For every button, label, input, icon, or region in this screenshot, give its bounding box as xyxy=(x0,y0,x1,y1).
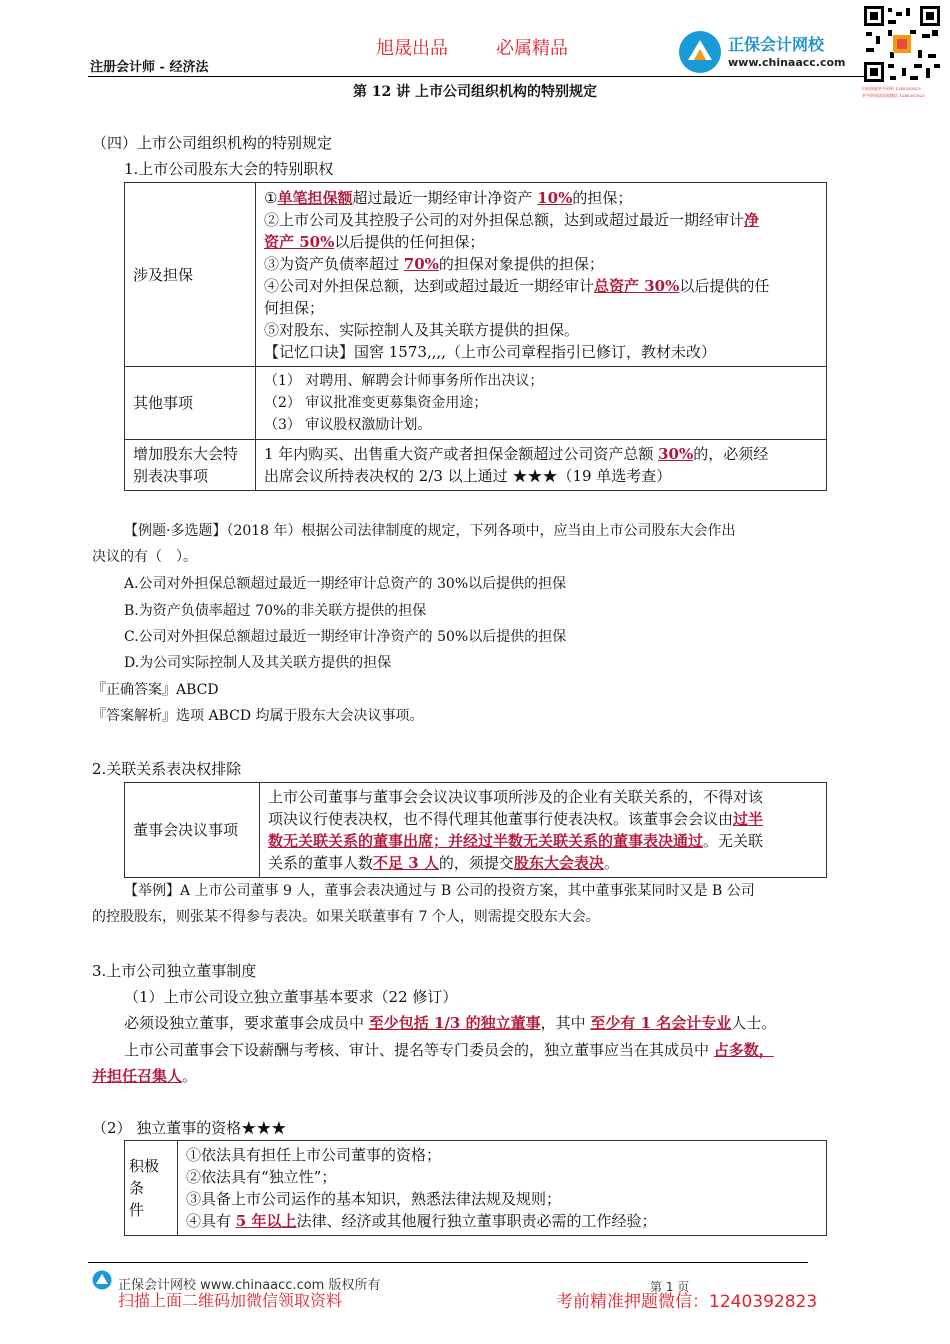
text-line xyxy=(186,1210,818,1232)
logo-url: www.chinaacc.com xyxy=(728,56,846,69)
section4-title: （四）上市公司组织机构的特别规定 xyxy=(92,134,333,152)
other-label: 其他事项 xyxy=(125,367,256,440)
text-line xyxy=(186,1188,818,1210)
text-segment: 1 年内购买、出售重大资产或者担保金额超过公司资产总额 xyxy=(264,445,659,463)
highlight-text: 总资产 30% xyxy=(594,276,680,295)
text-line xyxy=(264,187,818,209)
text-segment: 。 xyxy=(603,854,619,872)
highlight-text: 并担任召集人 xyxy=(92,1067,183,1085)
section2-title: 2.关联关系表决权排除 xyxy=(92,760,242,778)
text-segment: 以后提供的任何担保； xyxy=(334,232,485,251)
highlight-text: 单笔担保额 xyxy=(277,188,353,207)
text-segment: ①依法具有担任上市公司董事的资格； xyxy=(186,1146,442,1164)
section3-sub1: （1）上市公司设立独立董事基本要求（22 修订） xyxy=(124,988,458,1006)
footer-promo-left: 扫描上面二维码加微信领取资料 xyxy=(118,1291,343,1310)
correct-answer: 『正确答案』ABCD xyxy=(92,682,219,698)
qr-caption-2: 更多资料请添加微信 1240392823 xyxy=(862,93,925,98)
special-vote-label: 增加股东大会特 别表决事项 xyxy=(125,440,256,491)
text-segment: 上市公司董事与董事会会议决议事项所涉及的企业有关联关系的，不得对该 xyxy=(268,788,764,806)
highlight-text: 至少有 1 名会计专业 xyxy=(590,1014,732,1032)
qualification-table xyxy=(124,1140,827,1236)
text-segment: 人士。 xyxy=(731,1014,777,1032)
guarantee-label: 涉及担保 xyxy=(125,183,256,367)
guarantee-cell xyxy=(256,183,827,367)
text-line xyxy=(264,297,818,319)
text-line xyxy=(264,209,818,231)
brand-left: 旭晟出品 xyxy=(376,38,448,59)
text-segment: 法律、经济或其他履行独立董事职责必需的工作经验； xyxy=(296,1212,657,1230)
related-party-table xyxy=(124,782,827,878)
text-line xyxy=(268,808,818,830)
related-example-line2: 的控股股东，则张某不得参与表决。如果关联董事有 7 个人，则需提交股东大会。 xyxy=(92,909,600,925)
text-segment: 的，必须经 xyxy=(693,445,769,463)
text-line xyxy=(264,275,818,297)
independent-director-para2-line1 xyxy=(124,1039,774,1060)
other-item: （2） 审议批准变更募集资金用途； xyxy=(264,395,488,411)
footer-copyright: 正保会计网校 www.chinaacc.com 版权所有 xyxy=(118,1278,381,1293)
special-vote-cell xyxy=(256,440,827,491)
highlight-text: 股东大会表决 xyxy=(513,854,604,872)
option-d: D.为公司实际控制人及其关联方提供的担保 xyxy=(124,655,392,671)
text-segment: 的担保； xyxy=(572,188,633,207)
text-line xyxy=(186,1144,818,1166)
highlight-text: 数无关联关系的董事出席；并经过半数无关联关系的董事表决通过 xyxy=(268,832,704,850)
text-segment: 超过最近一期经审计净资产 xyxy=(352,188,538,207)
text-segment: ③具备上市公司运作的基本知识，熟悉法律法规及规则； xyxy=(186,1190,562,1208)
text-segment: 。无关联 xyxy=(703,832,764,850)
answer-analysis: 『答案解析』选项 ABCD 均属于股东大会决议事项。 xyxy=(92,708,424,724)
text-segment: 以后提供的任 xyxy=(679,276,770,295)
highlight-text: 不足 3 人 xyxy=(373,854,439,872)
text-segment: ②依法具有“独立性”； xyxy=(186,1168,337,1186)
text-line xyxy=(268,852,818,874)
board-resolution-label: 董事会决议事项 xyxy=(125,783,260,878)
text-segment: ，其中 xyxy=(540,1014,591,1032)
other-item: （1） 对聘用、解聘会计师事务所作出决议； xyxy=(264,373,544,389)
highlight-text: 资产 50% xyxy=(264,232,335,251)
text-segment: ④具有 xyxy=(186,1212,236,1230)
text-segment: 上市公司董事会下设薪酬与考核、审计、提名等专门委员会的，独立董事应当在其成员中 xyxy=(124,1041,714,1059)
site-logo xyxy=(678,30,848,78)
footer-logo-icon xyxy=(92,1270,112,1290)
text-segment: 。 xyxy=(182,1067,198,1085)
text-segment: 的担保对象提供的担保； xyxy=(438,254,604,273)
text-segment: ① xyxy=(264,188,278,207)
text-segment: 关系的董事人数 xyxy=(268,854,374,872)
footer-promo-right: 考前精准押题微信：1240392823 xyxy=(556,1292,818,1312)
text-segment: 【记忆口诀】国窖 1573,,,,（上市公司章程指引已修订，教材未改） xyxy=(264,342,717,361)
highlight-text: 70% xyxy=(403,254,439,273)
highlight-text: 过半 xyxy=(733,810,764,828)
text-segment: ⑤对股东、实际控制人及其关联方提供的担保。 xyxy=(264,320,580,339)
logo-icon xyxy=(678,30,722,74)
text-segment: ④公司对外担保总额，达到或超过最近一期经审计 xyxy=(264,276,595,295)
option-c: C.公司对外担保总额超过最近一期经审计净资产的 50%以后提供的担保 xyxy=(124,629,567,645)
independent-director-para1 xyxy=(124,1012,776,1033)
other-cell xyxy=(256,367,827,440)
option-a: A.公司对外担保总额超过最近一期经审计总资产的 30%以后提供的担保 xyxy=(124,576,567,592)
highlight-text: 10% xyxy=(537,188,573,207)
text-line xyxy=(268,786,818,808)
text-segment: 出席会议所持表决权的 2/3 以上通过 ★★★（19 单选考查） xyxy=(264,467,672,485)
highlight-text: 30% xyxy=(658,445,694,463)
text-line xyxy=(264,443,818,465)
option-b: B.为资产负债率超过 70%的非关联方提供的担保 xyxy=(124,603,427,619)
text-line xyxy=(264,465,818,487)
footer-rule xyxy=(88,1262,808,1263)
header-rule xyxy=(88,76,864,77)
highlight-text: 至少包括 1/3 的独立董事 xyxy=(368,1014,541,1032)
lecture-title: 第 12 讲 上市公司组织机构的特别规定 xyxy=(352,84,598,100)
text-segment: 的，须提交 xyxy=(438,854,514,872)
text-line xyxy=(264,319,818,341)
page-number: 第 1 页 xyxy=(650,1280,690,1294)
text-segment: 何担保； xyxy=(264,298,325,317)
qr-caption-1: 扫码获取更多资料 1240392823 xyxy=(862,86,921,91)
text-segment: ③为资产负债率超过 xyxy=(264,254,404,273)
brand-right: 必属精品 xyxy=(496,38,568,59)
text-segment: 必须设独立董事，要求董事会成员中 xyxy=(124,1014,369,1032)
logo-name: 正保会计网校 xyxy=(728,35,825,54)
positive-conditions-label: 积极条 件 xyxy=(125,1141,178,1236)
text-line xyxy=(268,830,818,852)
section4-sub1: 1.上市公司股东大会的特别职权 xyxy=(124,160,334,178)
text-line xyxy=(186,1166,818,1188)
other-item: （3） 审议股权激励计划。 xyxy=(264,417,432,433)
text-segment: 项决议行使表决权，也不得代理其他董事行使表决权。该董事会会议由 xyxy=(268,810,734,828)
text-line xyxy=(264,253,818,275)
section3-title: 3.上市公司独立董事制度 xyxy=(92,962,257,980)
course-name: 注册会计师 - 经济法 xyxy=(90,60,209,75)
highlight-text: 净 xyxy=(744,210,760,229)
positive-conditions-cell xyxy=(178,1141,827,1236)
highlight-text: 5 年以上 xyxy=(235,1212,297,1230)
text-line xyxy=(264,231,818,253)
example-question-line1: 【例题·多选题】（2018 年）根据公司法律制度的规定，下列各项中，应当由上市公司股东大会作出 xyxy=(124,523,736,539)
related-example-line1: 【举例】A 上市公司董事 9 人，董事会表决通过与 B 公司的投资方案，其中董事张某同时又是 B 公司 xyxy=(124,883,755,899)
board-resolution-cell xyxy=(260,783,827,878)
special-powers-table xyxy=(124,182,827,491)
qr-code xyxy=(862,4,942,84)
text-line xyxy=(264,341,818,363)
section3-sub2: （2） 独立董事的资格★★★ xyxy=(92,1119,287,1137)
highlight-text: 占多数， xyxy=(713,1041,774,1059)
example-question-line2: 决议的有（ ）。 xyxy=(92,549,197,565)
text-segment: ②上市公司及其控股子公司的对外担保总额，达到或超过最近一期经审计 xyxy=(264,210,745,229)
independent-director-para2-line2 xyxy=(92,1065,197,1086)
